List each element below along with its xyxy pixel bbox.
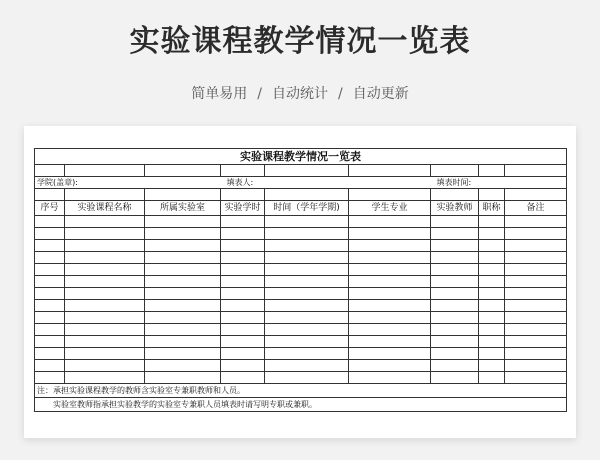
table-cell[interactable] [65,264,145,276]
table-cell[interactable] [65,348,145,360]
table-cell[interactable] [65,288,145,300]
table-row [35,312,567,324]
table-row [35,324,567,336]
table-cell[interactable] [35,336,65,348]
note-row [35,398,567,412]
table-cell[interactable] [265,300,349,312]
table-row [35,276,567,288]
table-cell[interactable] [35,216,65,228]
table-cell[interactable] [479,264,505,276]
table-cell[interactable] [349,300,431,312]
table-cell[interactable] [349,228,431,240]
table-cell[interactable] [431,360,479,372]
table-cell[interactable] [145,252,221,264]
table-cell[interactable] [65,360,145,372]
table-cell[interactable] [431,300,479,312]
table-cell[interactable] [505,300,567,312]
table-cell[interactable] [349,348,431,360]
table-cell[interactable] [265,348,349,360]
table-cell[interactable] [479,276,505,288]
table-cell[interactable] [35,348,65,360]
table-row [35,348,567,360]
table-cell[interactable] [265,240,349,252]
date-field[interactable]: 填表时间: [431,177,567,189]
table-cell[interactable] [221,252,265,264]
table-cell[interactable] [221,372,265,384]
table-cell[interactable] [265,228,349,240]
tag-auto-update: 自动更新 [352,86,409,102]
table-cell[interactable] [35,240,65,252]
table-cell[interactable] [431,312,479,324]
table-cell[interactable] [505,348,567,360]
table-cell[interactable] [145,324,221,336]
table-cell[interactable] [349,276,431,288]
table-cell[interactable] [265,336,349,348]
table-cell[interactable] [431,240,479,252]
table-cell[interactable] [265,288,349,300]
table-cell[interactable] [479,360,505,372]
table-cell[interactable] [431,276,479,288]
table-cell[interactable] [65,312,145,324]
tag-auto-stats: 自动统计 [272,86,328,102]
table-cell[interactable] [505,216,567,228]
table-cell[interactable] [479,348,505,360]
table-row [35,336,567,348]
tag-separator: / [257,86,262,102]
table-cell[interactable] [265,276,349,288]
table-row [35,228,567,240]
table-cell[interactable] [349,264,431,276]
header-remarks: 备注 [505,201,567,216]
table-cell[interactable] [349,312,431,324]
table-cell[interactable] [505,372,567,384]
table-cell[interactable] [349,216,431,228]
table-cell[interactable] [479,300,505,312]
table-cell[interactable] [505,312,567,324]
table-cell[interactable] [35,264,65,276]
table-cell[interactable] [349,372,431,384]
table-cell[interactable] [221,300,265,312]
filler-field[interactable]: 填表人: [221,177,431,189]
table-cell[interactable] [145,240,221,252]
table-cell[interactable] [145,300,221,312]
table-cell[interactable] [145,336,221,348]
tag-easy: 简单易用 [191,86,248,102]
table-cell[interactable] [479,336,505,348]
table-row [35,360,567,372]
table-row [35,300,567,312]
table-cell[interactable] [479,288,505,300]
table-cell[interactable] [221,216,265,228]
feature-tags [0,84,600,104]
table-cell[interactable] [431,324,479,336]
header-teacher: 实验教师 [431,201,479,216]
page-title: 实验课程教学情况一览表 [129,24,471,59]
table-cell[interactable] [221,240,265,252]
table-cell[interactable] [505,360,567,372]
table-cell[interactable] [145,372,221,384]
info-row [35,177,567,189]
table-cell[interactable] [65,216,145,228]
table-cell[interactable] [479,372,505,384]
header-index: 序号 [35,201,65,216]
table-cell[interactable] [265,216,349,228]
table-cell[interactable] [431,348,479,360]
table-row [35,264,567,276]
table-cell[interactable] [505,228,567,240]
table-cell[interactable] [431,228,479,240]
table-cell[interactable] [265,324,349,336]
table-cell[interactable] [505,288,567,300]
table-cell[interactable] [35,312,65,324]
table-row [35,372,567,384]
college-field[interactable]: 学院(盖章): [35,177,221,189]
table-cell[interactable] [505,276,567,288]
table-cell[interactable] [505,264,567,276]
note-row [35,384,567,398]
blank-row [35,165,567,177]
table-cell[interactable] [349,252,431,264]
table-cell[interactable] [145,276,221,288]
table-cell[interactable] [505,240,567,252]
table-cell[interactable] [65,252,145,264]
table-cell[interactable] [431,288,479,300]
table-cell[interactable] [265,360,349,372]
table-cell[interactable] [221,228,265,240]
table-cell[interactable] [265,372,349,384]
table-cell[interactable] [65,240,145,252]
table-cell[interactable] [35,288,65,300]
table-cell[interactable] [431,264,479,276]
table-cell[interactable] [35,360,65,372]
table-cell[interactable] [431,336,479,348]
table-cell[interactable] [349,360,431,372]
table-cell[interactable] [65,324,145,336]
table-cell[interactable] [35,276,65,288]
header-major: 学生专业 [349,201,431,216]
table-cell[interactable] [431,372,479,384]
table-cell[interactable] [65,228,145,240]
table-cell[interactable] [479,312,505,324]
header-hours: 实验学时 [221,201,265,216]
column-header-row [35,201,567,216]
table-cell[interactable] [35,300,65,312]
table-cell[interactable] [505,336,567,348]
table-cell[interactable] [479,240,505,252]
blank-row [35,189,567,201]
note-text: 实验室教师指承担实验教学的实验室专兼职人员填表时请写明专职或兼职。 [35,398,567,412]
table-cell[interactable] [349,240,431,252]
table-cell[interactable] [221,276,265,288]
header-course-name: 实验课程名称 [65,201,145,216]
table-cell[interactable] [221,348,265,360]
table-cell[interactable] [221,336,265,348]
table-cell[interactable] [349,336,431,348]
table-cell[interactable] [145,216,221,228]
table-cell[interactable] [65,300,145,312]
tag-separator: / [338,86,343,102]
table-cell[interactable] [505,252,567,264]
table-cell[interactable] [221,264,265,276]
table-cell[interactable] [221,288,265,300]
table-cell[interactable] [35,228,65,240]
header-title: 职称 [479,201,505,216]
table-row [35,252,567,264]
table-row [35,216,567,228]
table-cell[interactable] [265,264,349,276]
table-cell[interactable] [265,312,349,324]
table-cell[interactable] [505,324,567,336]
table-cell[interactable] [221,360,265,372]
table-cell[interactable] [65,276,145,288]
table-cell[interactable] [145,264,221,276]
table-cell[interactable] [35,252,65,264]
form-title-row [35,149,567,165]
table-cell[interactable] [35,372,65,384]
table-cell[interactable] [145,360,221,372]
table-cell[interactable] [145,348,221,360]
table-cell[interactable] [431,252,479,264]
table-cell[interactable] [349,324,431,336]
table-cell[interactable] [479,252,505,264]
note-text: 注：承担实验课程教学的教师含实验室专兼职教师和人员。 [35,384,567,398]
table-cell[interactable] [479,228,505,240]
table-cell[interactable] [145,228,221,240]
table-cell[interactable] [65,336,145,348]
form-title: 实验课程教学情况一览表 [35,149,567,165]
table-cell[interactable] [349,288,431,300]
table-cell[interactable] [221,312,265,324]
table-cell[interactable] [431,216,479,228]
header-term: 时间（学年学期) [265,201,349,216]
table-cell[interactable] [65,372,145,384]
table-cell[interactable] [145,312,221,324]
table-cell[interactable] [35,324,65,336]
table-cell[interactable] [479,216,505,228]
spreadsheet-preview [24,126,576,438]
table-cell[interactable] [221,324,265,336]
table-row [35,288,567,300]
table-cell[interactable] [479,324,505,336]
table-cell[interactable] [265,252,349,264]
table-cell[interactable] [145,288,221,300]
table-row [35,240,567,252]
form-table [34,148,567,412]
header-lab: 所属实验室 [145,201,221,216]
